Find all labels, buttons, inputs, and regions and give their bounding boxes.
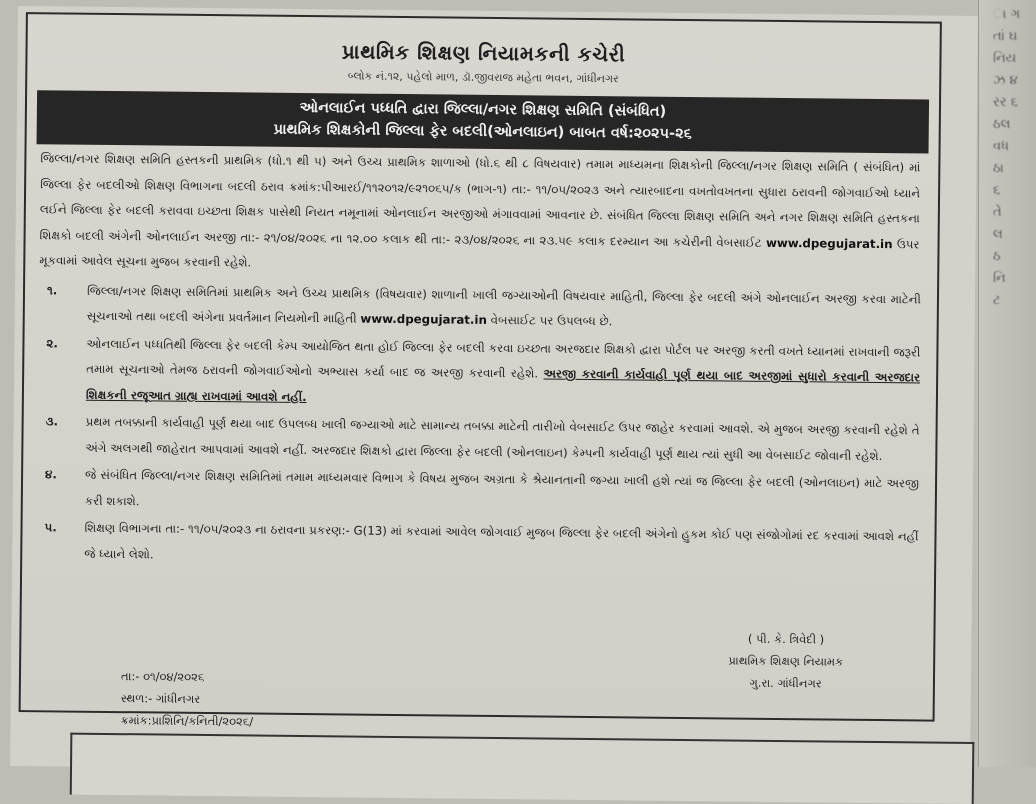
adjacent-column-fragment [978, 0, 1036, 767]
item-text: શિક્ષણ વિભાગના તા:- ૧૧/૦૫/૨૦૨૩ ના ઠરાવના પ્રકરણ:- G(13) માં કરવામાં આવેલ જોગવાઈ મુજબ જિલ્લા ફેર બદલી અંગેનો હુકમ કોઈ પણ સંજોગોમાં રદ કરવામાં આવશે નહીં જે ધ્યાને લેશો. [84, 520, 919, 561]
next-notice-edge [70, 733, 975, 804]
item-text-end: વેબસાઈટ પર ઉપલબ્ધ છે. [486, 312, 613, 329]
item-number: ૪. [45, 467, 57, 482]
column-fragment-text: તે [993, 205, 1002, 220]
office-title: પ્રાથમિક શિક્ષણ નિયામકની કચેરી [341, 39, 626, 67]
list-item [37, 409, 919, 469]
instructions-list [36, 278, 921, 576]
underlined-warning: અરજી કરવાની કાર્યવાહી પૂર્ણ થયા બાદ અરજીમાં સુધારો કરવાની અરજદાર શિક્ષકની રજૂઆત ગ્રાહ્ય રાખવામાં આવશે નહીં. [85, 366, 921, 404]
list-item [39, 278, 921, 338]
notice-date: તા:- ૦૧/૦૪/૨૦૨૬ [120, 669, 205, 684]
newspaper-sheet [10, 6, 978, 776]
subject-banner [37, 90, 930, 153]
office-address: બ્લોક નં.૧૨, પહેલો માળ, ડૉ.જીવરાજ મહેતા ભવન, ગાંધીનગર [347, 69, 619, 86]
list-item [38, 331, 921, 417]
item-text [86, 331, 921, 416]
column-fragment-text: ઝ ૪ [993, 73, 1018, 88]
subject-line-1: ઓનલાઈન પધ્ધતિ દ્વારા જિલ્લા/નગર શિક્ષણ સમિતિ (સંબંધિત) [299, 99, 667, 120]
website-link: www.dpegujarat.in [360, 311, 487, 327]
column-fragment-text: લ [993, 227, 1003, 242]
item-number: ૫. [44, 520, 57, 535]
column-fragment-text: ઠા [993, 161, 1004, 176]
intro-text: જિલ્લા/નગર શિક્ષણ સમિતિ હસ્તકની પ્રાથમિક (ધો.૧ થી ૫) અને ઉચ્ચ પ્રાથમિક શાળાઓ (ધો.૬ થી ૮ વિષયવાર) તમામ માધ્યમના શિક્ષકોની જિલ્લા/નગર શિક્ષણ સમિતિ ( સંબંધિત) માં જિલ્લા ફેર બદલીઓ શિક્ષણ વિભાગના બદલી ઠરાવ ક્રમાંક:પીઆરઈ/૧૧૨૦૧૨/૯૨૧૦૬૫/ક (ભાગ-૧) તા:- ૧૧/૦૫/૨૦૨૩ અને ત્યારબાદના વખતોવખતના સુધારા ઠરાવની જોગવાઈઓ ધ્યાને લઈને જિલ્લા ફેર બદલી કરાવવા ઇચ્છતા શિક્ષક પાસેથી નિયત નમૂનામાં ઓનલાઈન અરજીઓ મંગાવવામાં આવનાર છે. સંબંધિત જિલ્લા શિક્ષણ સમિતિ અને નગર શિક્ષણ સમિતિ હસ્તકના શિક્ષકો બદલી અંગેની ઓનલાઈન અરજી તા:- ૨૧/૦૪/૨૦૨૬ ના ૧૨.૦૦ કલાક થી તા:- ૨૩/૦૪/૨૦૨૬ ના ૨૩.૫૯ કલાક દરમ્યાન આ કચેરીની વેબસાઈટ [39, 151, 921, 250]
signatory-designation: પ્રાથમિક શિક્ષણ નિયામક [728, 653, 844, 669]
notice-place: સ્થળ:- ગાંધીનગર [120, 691, 201, 706]
notice-reference: ક્રમાંક:પ્રાશિનિ/કનિતી/૨૦૨૬/ [120, 713, 254, 729]
item-number: ૩. [45, 414, 59, 429]
column-fragment-text: રર ૬ [993, 95, 1018, 110]
column-fragment-text: નિ [993, 271, 1006, 286]
list-item [36, 515, 918, 575]
intro-text-end: ઉપર મૂકવામાં આવેલ સૂચના મુજબ કરવાની રહેશે. [39, 236, 920, 270]
subject-line-2: પ્રાથમિક શિક્ષકોની જિલ્લા ફેર બદલી(ઓનલાઇન) બાબત વર્ષ:૨૦૨૫-૨૬ [273, 121, 692, 143]
column-fragment-text: તાં ઘ [993, 29, 1018, 44]
notice-meta [120, 665, 253, 732]
column-fragment-text: ઠ [993, 249, 1001, 264]
list-item [37, 462, 919, 522]
signatory-name: ( પી. કે. ત્રિવેદી ) [747, 631, 825, 647]
government-notice [19, 12, 942, 729]
column-fragment-text: વધ [993, 139, 1009, 154]
column-fragment-text: ઠલ [993, 117, 1011, 132]
item-text [87, 278, 921, 338]
item-number: ૧. [46, 282, 58, 297]
item-number: ૨. [46, 335, 58, 350]
column-fragment-text: નિય [993, 51, 1017, 66]
signature-block [728, 627, 843, 694]
item-text-part: જિલ્લા/નગર શિક્ષણ સમિતિમાં પ્રાથમિક અને ઉચ્ચ પ્રાથમિક (વિષયવાર) શાળાની ખાલી જગ્યાઓની વિષયવાર માહિતી, જિલ્લા ફેર બદલી અંગે ઓનલાઈન અરજી કરવા માટેની સૂચનાઓ તથા બદલી અંગેના પ્રવર્તમાન નિયમોની માહિતી [86, 283, 922, 326]
item-text: પ્રથમ તબક્કાની કાર્યવાહી પૂર્ણ થયા બાદ ઉપલબ્ધ ખાલી જગ્યાઓ માટે સામાન્ય તબક્કા માટેની તારીખો વેબસાઈટ ઉપર જાહેર કરવામાં આવશે. એ મુજબ અરજી કરવાની રહેશે તે અંગે અલગથી જાહેરાત આપવામાં આવશે નહીં. અરજદાર શિક્ષકો દ્વારા જિલ્લા ફેર બદલી (ઓનલાઇન) કેમ્પની કાર્યવાહી પૂર્ણ થાય ત્યાં સુધી આ વેબસાઈટ જોવાની રહેશે. [85, 414, 920, 463]
column-fragment-text: ટ [993, 293, 1001, 308]
item-text: જે સંબંધિત જિલ્લા/નગર શિક્ષણ સમિતિમાં તમામ માધ્યમવાર વિભાગ કે વિષય મુજબ અગ્રતા કે શ્રેયાનતાની જગ્યા ખાલી હશે ત્યાં જ જિલ્લા ફેર બદલી (ઓનલાઇન) માટે અરજી કરી શકાશે. [84, 467, 920, 508]
column-fragment-text: ૬ [993, 183, 1001, 198]
column-fragment-text: ા ગ [993, 7, 1021, 22]
intro-paragraph [39, 146, 920, 283]
signatory-place: ગુ.રા. ગાંધીનગર [749, 675, 822, 691]
website-link: www.dpegujarat.in [765, 235, 893, 251]
item-text-part: ઓનલાઈન પધ્ધતિથી જિલ્લા ફેર બદલી કેમ્પ આયોજિત થતા હોઈ જિલ્લા ફેર બદલી કરવા ઇચ્છતા અરજદાર શિક્ષકો દ્વારા પોર્ટલ પર અરજી કરતી વખતે ધ્યાનમાં રાખવાની જરૂરી તમામ સૂચનાઓ તેમજ ઠરાવની જોગવાઈઓનો અભ્યાસ કર્યા બાદ જ અરજી કરવાની રહેશે. [86, 336, 921, 381]
